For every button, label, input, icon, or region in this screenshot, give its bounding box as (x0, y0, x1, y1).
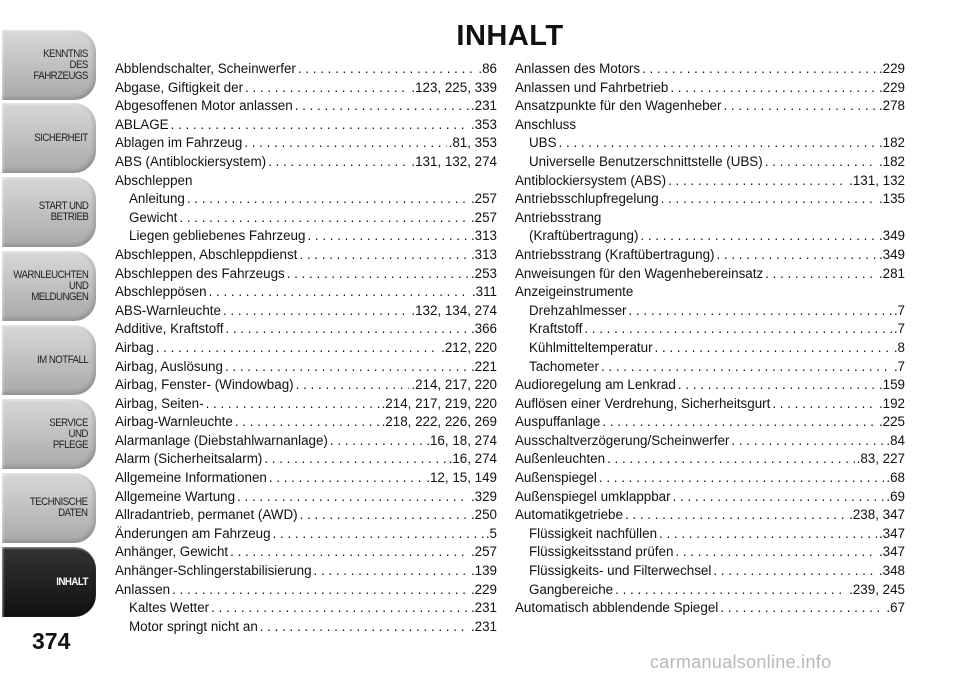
index-entry-label: Airbag-Warnleuchte (115, 414, 233, 430)
index-entry-pages: .67 (886, 600, 905, 616)
dot-leader (273, 525, 484, 544)
index-entry (115, 358, 497, 377)
index-entry-label: Auspuffanlage (515, 414, 601, 430)
dot-leader (156, 339, 439, 358)
index-entry-pages: .214, 217, 220 (411, 377, 497, 393)
index-entry (115, 581, 497, 600)
dot-leader (307, 227, 468, 246)
dot-leader (172, 581, 469, 600)
index-entry (115, 506, 497, 525)
dot-leader (615, 581, 847, 600)
dot-leader (602, 413, 877, 432)
dot-leader (179, 209, 469, 228)
index-entry-pages: .231 (470, 600, 497, 616)
index-entry-pages: .347 (878, 525, 905, 541)
index-entry-label: Airbag (115, 339, 154, 355)
index-entry (115, 395, 497, 414)
dot-leader (673, 488, 885, 507)
index-entry (115, 599, 497, 618)
index-entry-label: (Kraftübertragung) (529, 228, 639, 244)
index-entry (115, 488, 497, 507)
index-entry-label: Airbag, Auslösung (115, 358, 223, 374)
index-entry-pages: .257 (470, 544, 497, 560)
index-entry-pages: .238, 347 (849, 507, 905, 523)
dot-leader (171, 116, 469, 135)
dot-leader (765, 153, 877, 172)
index-entry-label: Abschleppen, Abschleppdienst (115, 246, 298, 262)
index-entry (515, 60, 905, 79)
index-entry (115, 190, 497, 209)
index-entry (115, 97, 497, 116)
index-entry-label: Gangbereiche (529, 581, 614, 597)
dot-leader (230, 543, 469, 562)
index-entry (115, 562, 497, 581)
index-entry-label: Gewicht (129, 209, 178, 225)
index-entry-pages: .349 (878, 228, 905, 244)
index-entry-label: Ansatzpunkte für den Wagenheber (515, 98, 722, 114)
index-entry-label: Abgesoffenen Motor anlassen (115, 98, 293, 114)
index-entry (515, 562, 905, 581)
side-tab-6[interactable] (2, 473, 96, 543)
index-entry (115, 339, 497, 358)
index-entry (515, 432, 905, 451)
dot-leader (299, 246, 469, 265)
index-entry-pages: .229 (878, 61, 905, 76)
dot-leader (295, 97, 469, 116)
index-entry-label: Flüssigkeits- und Filterwechsel (529, 563, 712, 579)
index-entry-pages: .132, 134, 274 (411, 302, 497, 318)
side-tab-3[interactable] (2, 251, 96, 321)
index-entry-pages: .311 (471, 284, 497, 300)
index-entry-pages: .253 (470, 265, 497, 281)
index-entry-pages: .349 (878, 246, 905, 262)
index-entry-label: Ausschaltverzögerung/Scheinwerfer (515, 432, 730, 448)
index-entry-label: Antriebsstrang (Kraftübertragung) (515, 246, 715, 262)
dot-leader (209, 283, 470, 302)
dot-leader (599, 469, 884, 488)
dot-leader (629, 302, 892, 321)
index-entry-label: Allgemeine Wartung (115, 488, 236, 504)
index-entry-pages: .329 (470, 488, 497, 504)
dot-leader (640, 227, 877, 246)
index-entry-pages: .182 (878, 135, 905, 151)
dot-leader (268, 153, 409, 172)
dot-leader (296, 376, 410, 395)
index-entry (115, 543, 497, 562)
dot-leader (298, 60, 476, 79)
side-tab-5[interactable] (2, 399, 96, 469)
side-tab-label: START UND BETRIEB (38, 200, 88, 223)
side-tab-1[interactable] (2, 103, 96, 173)
dot-leader (625, 506, 847, 525)
index-entry (115, 618, 497, 637)
index-entry (515, 172, 905, 191)
index-entry-label: Flüssigkeit nachfüllen (529, 525, 658, 541)
index-entry-pages: .231 (470, 98, 497, 114)
dot-leader (713, 562, 877, 581)
dot-leader (237, 488, 469, 507)
index-entry-pages: .131, 132, 274 (411, 153, 497, 169)
page-title: INHALT (456, 20, 564, 52)
index-entry (515, 320, 905, 339)
dot-leader (187, 190, 469, 209)
index-entry (115, 265, 497, 284)
index-entry (515, 469, 905, 488)
index-entry-label: Anlassen (115, 581, 171, 597)
index-entry-label: Antriebsschlupfregelung (515, 191, 659, 207)
index-entry-pages: .231 (470, 618, 497, 634)
index-entry-pages: .68 (886, 470, 905, 486)
side-tab-7[interactable] (2, 547, 96, 617)
index-entry (115, 283, 497, 302)
index-entry (115, 246, 497, 265)
index-entry (115, 79, 497, 98)
dot-leader (244, 134, 446, 153)
watermark: carmanualsonline.info (650, 652, 832, 672)
dot-leader (269, 469, 424, 488)
index-entry-label: Flüssigkeitsstand prüfen (529, 544, 674, 560)
index-entry-pages: .86 (478, 61, 497, 76)
dot-leader (584, 320, 891, 339)
index-entry-label: ABS-Warnleuchte (115, 302, 221, 318)
index-entry-label: Tachometer (529, 358, 599, 374)
index-entry-label: Airbag, Seiten- (115, 395, 204, 411)
index-entry-pages: .229 (470, 581, 497, 597)
index-entry-pages: .5 (485, 525, 497, 541)
index-entry (115, 134, 497, 153)
index-entry-pages: .229 (878, 79, 905, 95)
side-tab-strip (0, 0, 100, 678)
index-entry-pages: .257 (470, 209, 497, 225)
index-entry-pages: .7 (893, 321, 905, 337)
side-tab-label: TECHNISCHE DATEN (30, 496, 88, 519)
index-column-right (515, 60, 905, 618)
index-entry-label: Anlassen des Motors (515, 61, 641, 76)
index-entry-pages: .221 (470, 358, 497, 374)
dot-leader (670, 79, 877, 98)
index-entry-pages: .69 (886, 488, 905, 504)
index-entry (515, 79, 905, 98)
side-tab-label: IM NOTFALL (36, 353, 88, 366)
index-entry-label: Auflösen einer Verdrehung, Sicherheitsgurt (515, 395, 771, 411)
index-entry-label: Anhänger, Gewicht (115, 544, 229, 560)
index-entry-pages: .135 (878, 191, 905, 207)
index-entry-pages: .250 (470, 507, 497, 523)
dot-leader (223, 302, 409, 321)
index-entry-pages: .8 (893, 339, 905, 355)
index-entry (115, 320, 497, 339)
index-entry (515, 599, 905, 618)
dot-leader (642, 60, 877, 79)
index-entry (515, 134, 905, 153)
index-entry (115, 469, 497, 488)
index-entry-pages: .239, 245 (849, 581, 905, 597)
dot-leader (225, 320, 469, 339)
index-entry-label: Airbag, Fenster- (Windowbag) (115, 377, 294, 393)
index-entry (115, 376, 497, 395)
dot-leader (225, 358, 469, 377)
index-entry-pages: .281 (878, 265, 905, 281)
index-entry-pages: .347 (878, 544, 905, 560)
index-entry-pages: .212, 220 (441, 339, 497, 355)
index-entry (515, 265, 905, 284)
dot-leader (260, 618, 469, 637)
dot-leader (601, 358, 892, 377)
index-entry (515, 376, 905, 395)
index-entry (515, 525, 905, 544)
index-entry-label: Drehzahlmesser (529, 302, 627, 318)
index-entry (115, 209, 497, 228)
index-entry-label: Automatikgetriebe (515, 507, 623, 523)
index-entry (115, 525, 497, 544)
index-entry-label: Audioregelung am Lenkrad (515, 377, 676, 393)
index-entry-label: Kaltes Wetter (129, 600, 210, 616)
index-heading: Abschleppen (115, 172, 193, 188)
index-entry-pages: .16, 18, 274 (426, 432, 497, 448)
index-entry (115, 227, 497, 246)
page-number: 374 (32, 628, 71, 654)
dot-leader (668, 172, 847, 191)
index-heading: Anzeigeinstrumente (515, 284, 634, 300)
side-tab-label: SICHERHEIT (34, 131, 88, 144)
index-entry-label: ABLAGE (115, 116, 169, 132)
side-tab-label: INHALT (56, 575, 88, 588)
dot-leader (559, 134, 877, 153)
index-entry-label: Abschleppen des Fahrzeugs (115, 265, 285, 281)
index-entry-pages: .192 (878, 395, 905, 411)
index-entry-pages: .313 (470, 228, 497, 244)
dot-leader (723, 97, 876, 116)
side-tab-label: SERVICE UND PFLEGE (49, 416, 88, 451)
index-entry-pages: .313 (470, 246, 497, 262)
index-entry-label: Antiblockiersystem (ABS) (515, 172, 667, 188)
index-entry-label: Allradantrieb, permanet (AWD) (115, 507, 298, 523)
index-entry-pages: .159 (878, 377, 905, 393)
index-entry-label: Alarm (Sicherheitsalarm) (115, 451, 263, 467)
dot-leader (720, 599, 884, 618)
index-entry-pages: .139 (470, 563, 497, 579)
index-entry-label: ABS (Antiblockiersystem) (115, 153, 267, 169)
index-entry-label: Kühlmitteltemperatur (529, 339, 653, 355)
index-entry (515, 339, 905, 358)
index-entry-pages: .225 (878, 414, 905, 430)
index-entry (515, 450, 905, 469)
index-entry-label: Anweisungen für den Wagenhebereinsatz (515, 265, 764, 281)
index-entry-pages: .366 (470, 321, 497, 337)
index-entry-pages: .84 (886, 432, 905, 448)
index-entry-pages: .81, 353 (448, 135, 497, 151)
index-entry-label: Kraftstoff (529, 321, 583, 337)
dot-leader (765, 265, 877, 284)
index-entry-pages: .123, 225, 339 (411, 79, 497, 95)
index-entry (515, 246, 905, 265)
index-entry-pages: .348 (878, 563, 905, 579)
index-entry (115, 302, 497, 321)
dot-leader (731, 432, 884, 451)
index-entry-pages: .7 (893, 302, 905, 318)
index-entry (115, 116, 497, 135)
index-entry (515, 395, 905, 414)
dot-leader (300, 506, 469, 525)
dot-leader (330, 432, 424, 451)
index-entry-label: Außenspiegel (515, 470, 597, 486)
index-entry (115, 60, 497, 79)
index-entry-label: Abgase, Giftigkeit der (115, 79, 244, 95)
index-column-left (115, 60, 497, 636)
dot-leader (211, 599, 469, 618)
index-entry (515, 413, 905, 432)
dot-leader (659, 525, 877, 544)
index-entry-label: Allgemeine Informationen (115, 470, 267, 486)
index-entry-pages: .218, 222, 226, 269 (381, 414, 497, 430)
index-entry-pages: .131, 132 (849, 172, 905, 188)
dot-leader (264, 450, 446, 469)
index-entry (115, 153, 497, 172)
index-entry-label: Motor springt nicht an (129, 618, 258, 634)
dot-leader (206, 395, 380, 414)
index-entry (515, 506, 905, 525)
dot-leader (678, 376, 877, 395)
index-heading: Antriebsstrang (515, 209, 602, 225)
index-entry (515, 543, 905, 562)
index-entry (515, 358, 905, 377)
index-entry-pages: .16, 274 (448, 451, 497, 467)
index-entry (515, 227, 905, 246)
dot-leader (287, 265, 469, 284)
index-entry-pages: .353 (470, 116, 497, 132)
index-entry-pages: .214, 217, 219, 220 (381, 395, 497, 411)
side-tab-label: KENNTNIS DES FAHRZEUGS (33, 47, 88, 82)
index-entry (115, 432, 497, 451)
index-entry (115, 450, 497, 469)
index-entry-label: Anlassen und Fahrbetrieb (515, 79, 669, 95)
dot-leader (655, 339, 892, 358)
index-entry-pages: .182 (878, 153, 905, 169)
index-entry-label: UBS (529, 135, 557, 151)
index-entry-label: Additive, Kraftstoff (115, 321, 224, 337)
index-entry-label: Anleitung (129, 191, 185, 207)
index-entry-label: Automatisch abblendende Spiegel (515, 600, 719, 616)
side-tab-label: WARNLEUCHTEN UND MELDUNGEN (12, 268, 88, 303)
dot-leader (235, 413, 380, 432)
side-tab-4[interactable] (2, 325, 96, 395)
index-entry-pages: .278 (878, 98, 905, 114)
index-entry-pages: .257 (470, 191, 497, 207)
index-entry-pages: .83, 227 (856, 451, 905, 467)
index-entry-label: Anhänger-Schlingerstabilisierung (115, 563, 312, 579)
index-entry (515, 581, 905, 600)
dot-leader (675, 543, 877, 562)
index-entry (515, 302, 905, 321)
dot-leader (245, 79, 409, 98)
index-entry-label: Änderungen am Fahrzeug (115, 525, 271, 541)
index-entry-label: Universelle Benutzerschnittstelle (UBS) (529, 153, 763, 169)
index-entry (515, 153, 905, 172)
side-tab-2[interactable] (2, 177, 96, 247)
index-entry-label: Ablagen im Fahrzeug (115, 135, 243, 151)
dot-leader (772, 395, 877, 414)
dot-leader (314, 562, 469, 581)
index-heading: Anschluss (515, 116, 577, 132)
index-entry-label: Außenspiegel umklappbar (515, 488, 671, 504)
index-entry-label: Außenleuchten (515, 451, 606, 467)
index-entry (515, 97, 905, 116)
index-entry-pages: .12, 15, 149 (426, 470, 497, 486)
dot-leader (607, 450, 855, 469)
index-entry-label: Abblendschalter, Scheinwerfer (115, 61, 296, 76)
index-entry-label: Liegen gebliebenes Fahrzeug (129, 228, 306, 244)
dot-leader (661, 190, 877, 209)
index-entry-pages: .7 (893, 358, 905, 374)
index-entry-label: Abschleppösen (115, 284, 207, 300)
index-entry (515, 190, 905, 209)
index-entry (515, 488, 905, 507)
dot-leader (716, 246, 876, 265)
index-entry-label: Alarmanlage (Diebstahlwarnanlage) (115, 432, 328, 448)
index-entry (115, 413, 497, 432)
